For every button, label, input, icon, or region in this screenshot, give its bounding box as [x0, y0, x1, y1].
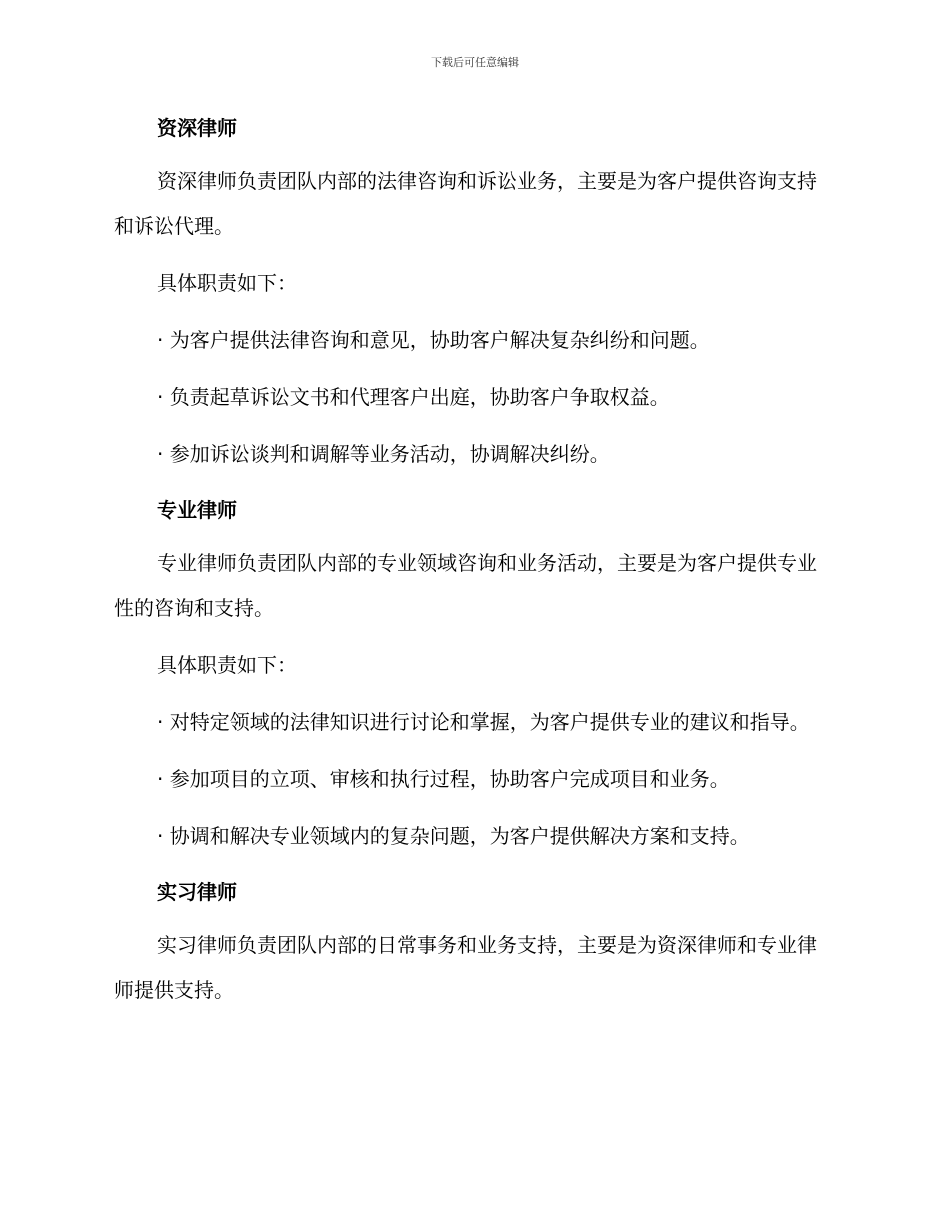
- duty-item: · 协调和解决专业领域内的复杂问题，为客户提供解决方案和支持。: [157, 824, 750, 848]
- duties-label: 具体职责如下：: [157, 653, 297, 677]
- document-body: [114, 114, 832, 1013]
- duty-item: · 为客户提供法律咨询和意见，协助客户解决复杂纠纷和问题。: [157, 328, 710, 352]
- duty-item: · 负责起草诉讼文书和代理客户出庭，协助客户争取权益。: [157, 385, 670, 409]
- duty-item: · 参加诉讼谈判和调解等业务活动，协调解决纠纷。: [157, 442, 610, 466]
- section-title-intern-lawyer: 实习律师: [157, 880, 237, 904]
- duty-item: · 参加项目的立项、审核和执行过程，协助客户完成项目和业务。: [157, 767, 730, 791]
- header-note: 下载后可任意编辑: [431, 56, 519, 69]
- duties-label: 具体职责如下：: [157, 271, 297, 295]
- section-title-specialist-lawyer: 专业律师: [157, 498, 237, 522]
- section-intro-senior-lawyer: 资深律师负责团队内部的法律咨询和诉讼业务，主要是为客户提供咨询支持和诉讼代理。: [114, 169, 817, 238]
- section-title-senior-lawyer: 资深律师: [157, 116, 237, 140]
- duty-item: · 对特定领域的法律知识进行讨论和掌握，为客户提供专业的建议和指导。: [157, 710, 810, 734]
- section-intro-intern-lawyer: 实习律师负责团队内部的日常事务和业务支持，主要是为资深律师和专业律师提供支持。: [114, 933, 817, 1002]
- section-intro-specialist-lawyer: 专业律师负责团队内部的专业领域咨询和业务活动，主要是为客户提供专业性的咨询和支持。: [114, 551, 817, 620]
